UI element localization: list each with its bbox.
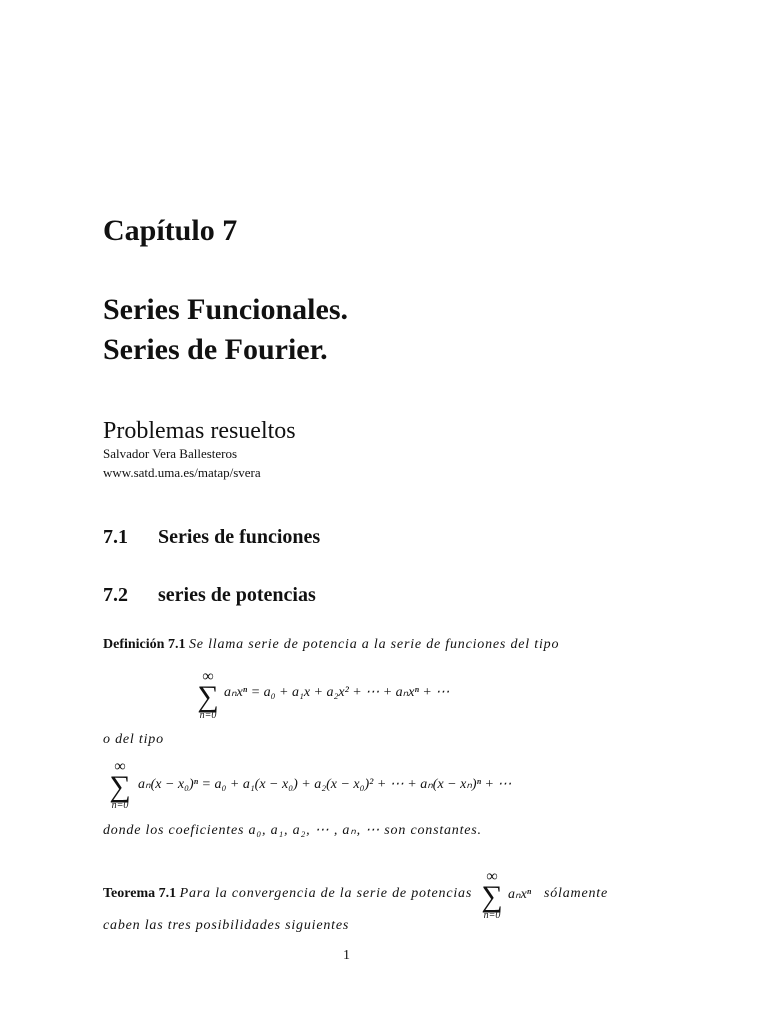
sum-lower-limit: n=0 xyxy=(199,710,217,721)
power-series-formula-1: aₙxⁿ = a₀ + a₁x + a₂x² + ⋯ + aₙxⁿ + ⋯ xyxy=(224,685,450,700)
section-heading-7-1 xyxy=(103,526,320,549)
sum-lower-limit: n=0 xyxy=(111,800,129,811)
chapter-title-line-1: Series Funcionales. xyxy=(103,293,348,326)
summation-symbol xyxy=(106,760,134,812)
theorem-label: Teorema 7.1 xyxy=(103,886,177,901)
definition-label: Definición 7.1 xyxy=(103,637,186,652)
theorem-text-after: sólamente xyxy=(544,886,608,901)
or-text: o del tipo xyxy=(103,732,164,747)
author-url: www.satd.uma.es/matap/svera xyxy=(103,465,261,480)
sigma-glyph: ∑ xyxy=(109,770,131,803)
section-title: Series de funciones xyxy=(158,526,321,548)
definition-text: Se llama serie de potencia a la serie de funciones del tipo xyxy=(188,637,560,652)
sum-lower-limit: n=0 xyxy=(483,910,501,921)
page-number: 1 xyxy=(343,948,350,963)
sum-upper-limit: ∞ xyxy=(202,668,214,685)
section-title: series de potencias xyxy=(158,584,316,606)
power-series-formula-2: aₙ(x − x₀)ⁿ = a₀ + a₁(x − x₀) + a₂(x − x₀)² + ⋯ + aₙ(x − xₙ)ⁿ + ⋯ xyxy=(138,777,512,792)
sigma-glyph: ∑ xyxy=(481,880,503,913)
author: Salvador Vera Ballesteros xyxy=(103,446,238,461)
coefficients-text: donde los coeficientes a₀, a₁, a₂, ⋯ , aₙ, ⋯ son constantes. xyxy=(103,823,482,838)
sum-upper-limit: ∞ xyxy=(486,868,498,885)
chapter-heading: Capítulo 7 xyxy=(103,214,238,247)
section-heading-7-2 xyxy=(103,584,316,607)
theorem-expression: aₙxⁿ xyxy=(508,887,532,902)
section-number: 7.2 xyxy=(103,584,128,606)
chapter-title-line-2: Series de Fourier. xyxy=(103,333,328,366)
definition-paragraph xyxy=(103,637,559,653)
subtitle: Problemas resueltos xyxy=(103,418,296,444)
sigma-glyph: ∑ xyxy=(197,680,219,713)
section-number: 7.1 xyxy=(103,526,128,548)
theorem-text-line-2: caben las tres posibilidades siguientes xyxy=(103,918,350,933)
summation-symbol xyxy=(478,870,506,922)
sum-upper-limit: ∞ xyxy=(114,758,126,775)
summation-symbol xyxy=(194,670,222,722)
theorem-text: Para la convergencia de la serie de potencias xyxy=(179,886,473,901)
theorem-paragraph xyxy=(103,886,472,902)
